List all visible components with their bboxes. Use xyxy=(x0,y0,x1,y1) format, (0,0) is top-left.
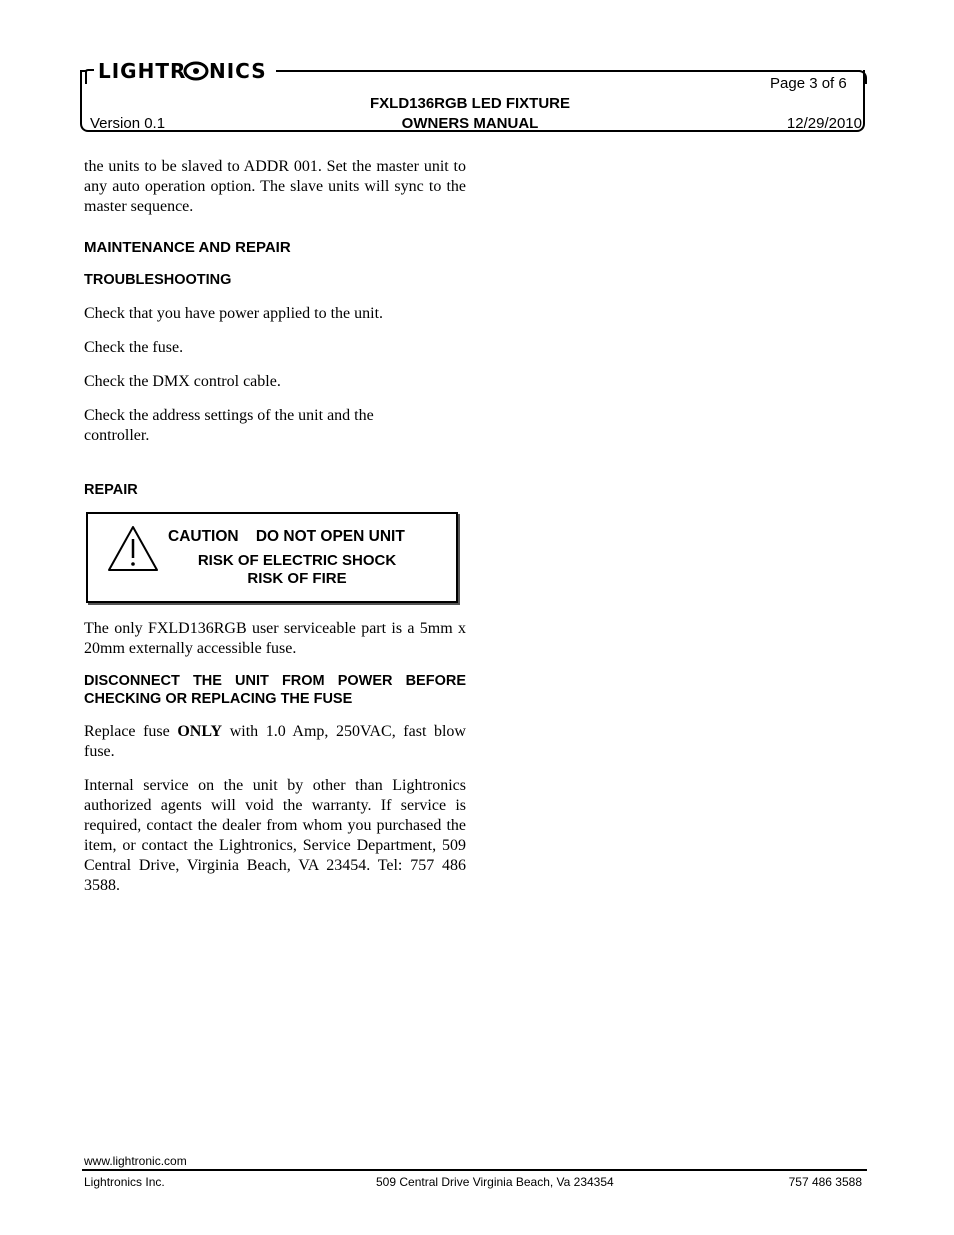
replace-fuse-paragraph xyxy=(84,722,466,762)
replace-fuse-only: ONLY xyxy=(177,723,223,740)
check-cable: Check the DMX control cable. xyxy=(84,373,281,390)
document-title: FXLD136RGB LED FIXTURE xyxy=(369,95,571,112)
document-version: Version 0.1 xyxy=(90,115,166,132)
footer-url: www.lightronic.com xyxy=(84,1154,187,1168)
footer-phone: 757 486 3588 xyxy=(788,1175,862,1189)
footer-company: Lightronics Inc. xyxy=(84,1175,165,1189)
caution-shock: RISK OF ELECTRIC SHOCK xyxy=(197,552,397,569)
check-address: Check the address settings of the unit and the controller. xyxy=(84,407,374,444)
svg-text:NICS: NICS xyxy=(209,59,267,83)
caution-title: CAUTION DO NOT OPEN UNIT xyxy=(168,528,405,545)
serviceable-part-paragraph: The only FXLD136RGB user serviceable part is a 5mm x 20mm externally accessible fuse. xyxy=(84,620,466,657)
replace-fuse-post: with 1.0 Amp, 250VAC, fast blow fuse. xyxy=(84,723,466,760)
disconnect-warning: DISCONNECT THE UNIT FROM POWER BEFORE CHECKING OR REPLACING THE FUSE xyxy=(84,673,466,707)
svg-text:LIGHTR: LIGHTR xyxy=(98,59,187,83)
check-fuse: Check the fuse. xyxy=(84,339,184,356)
check-power: Check that you have power applied to the unit. xyxy=(84,305,384,322)
caution-fire: RISK OF FIRE xyxy=(247,570,347,587)
repair-heading: REPAIR xyxy=(84,482,138,498)
maintenance-heading: MAINTENANCE AND REPAIR xyxy=(84,239,291,256)
replace-fuse-pre: Replace fuse xyxy=(84,723,178,740)
document-date: 12/29/2010 xyxy=(786,115,862,132)
intro-paragraph: the units to be slaved to ADDR 001. Set the master unit to any auto operation option. The slave units will sync to the master sequence. xyxy=(84,158,466,215)
page-indicator: Page 3 of 6 xyxy=(770,75,847,92)
internal-service-paragraph: Internal service on the unit by other than Lightronics authorized agents will void the warranty. If service is required, contact the dealer from whom you purchased the item, or contact the Lightronics, Service Department, 509 Central Drive, Virginia Beach, VA 23454. Tel: 757 486 3588. xyxy=(84,777,466,894)
document-subtitle: OWNERS MANUAL xyxy=(401,115,539,132)
footer-address: 509 Central Drive Virginia Beach, Va 234354 xyxy=(376,1175,614,1189)
footer-divider xyxy=(82,1169,867,1171)
troubleshooting-heading: TROUBLESHOOTING xyxy=(84,272,232,288)
caution-box xyxy=(86,512,458,603)
